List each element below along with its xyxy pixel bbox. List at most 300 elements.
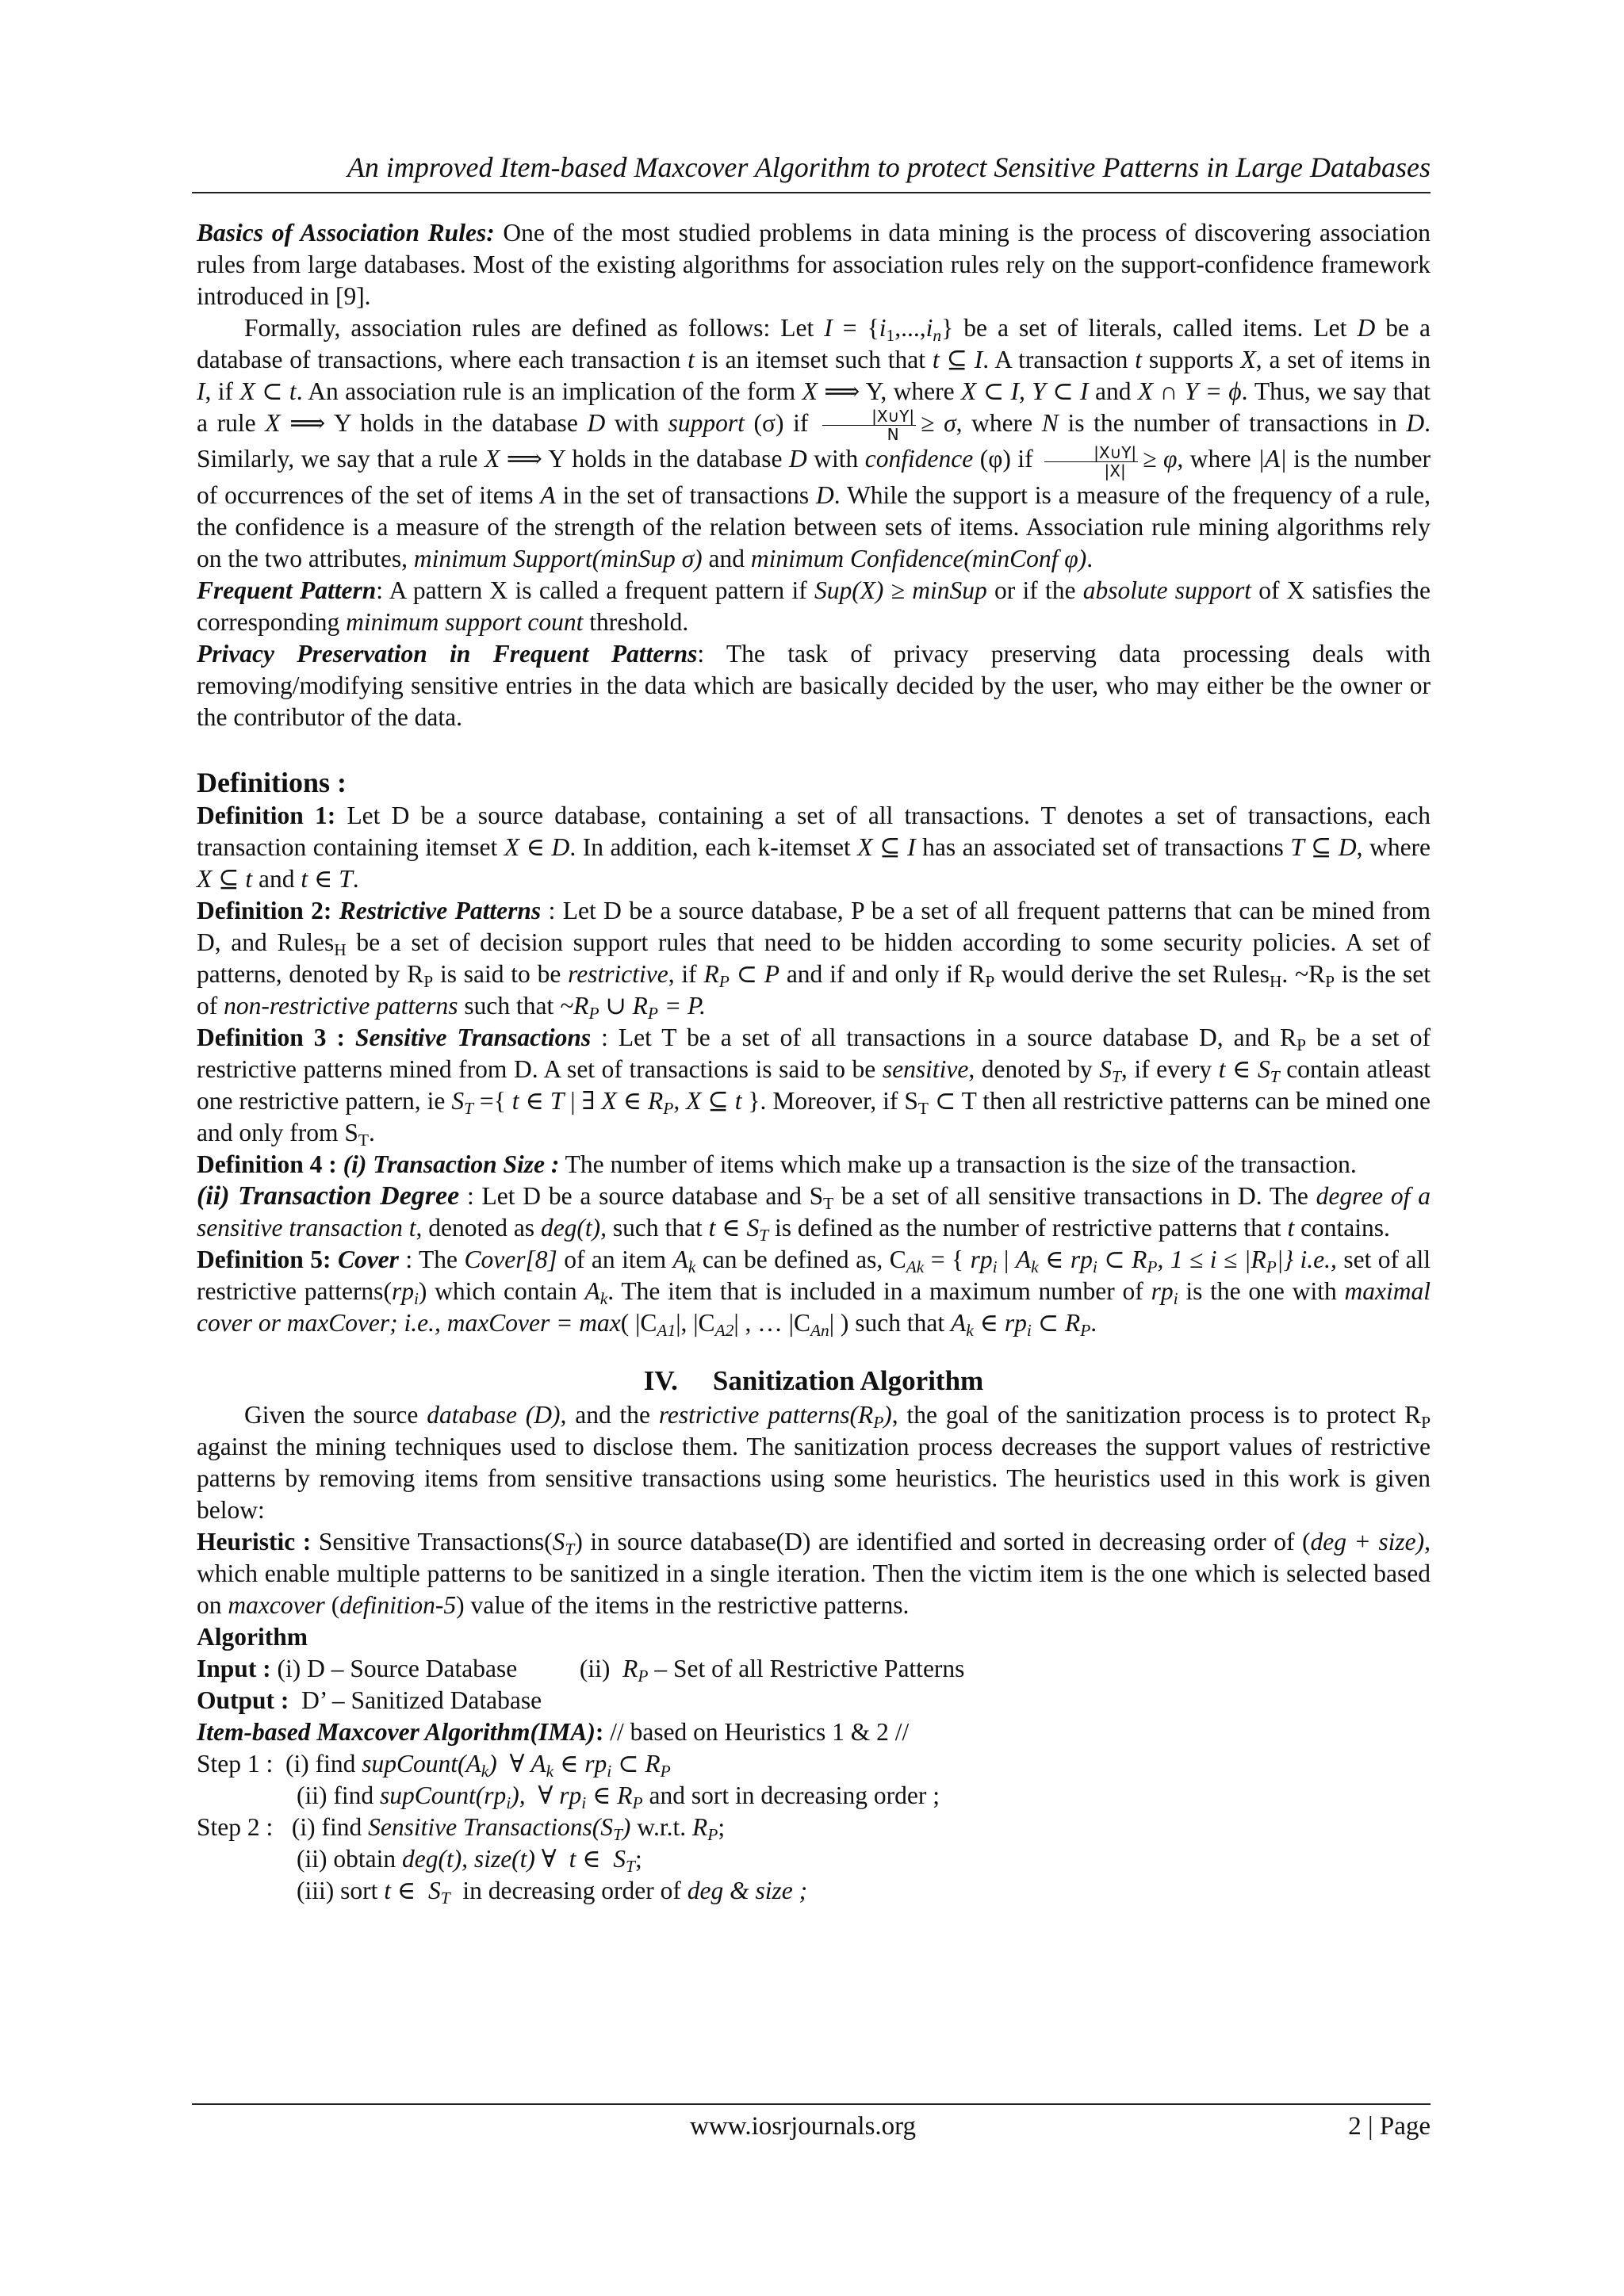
text-run: // based on Heuristics 1 & 2 // bbox=[603, 1717, 910, 1746]
step-2-ii bbox=[197, 1843, 1431, 1875]
text-run: H bbox=[1269, 971, 1282, 991]
text-run: ∪ R bbox=[599, 991, 648, 1020]
text-run: P bbox=[718, 971, 730, 991]
text-run: T bbox=[1270, 1066, 1280, 1086]
text-run: is the set of bbox=[197, 959, 1431, 1020]
text-run: support bbox=[668, 409, 745, 437]
text-run: . Thus, we say that a rule bbox=[197, 377, 1431, 437]
header-rule bbox=[192, 192, 1431, 193]
text-run: X ⊂ I, Y ⊂ I bbox=[961, 377, 1089, 405]
sanitization-intro bbox=[197, 1399, 1431, 1526]
text-run: i.e., bbox=[1300, 1245, 1337, 1273]
text-run: ∀ bbox=[496, 1749, 531, 1777]
running-header: An improved Item-based Maxcover Algorithm to protect Sensitive Patterns in Large Databases bbox=[347, 151, 1431, 183]
section-number: IV. bbox=[643, 1364, 678, 1396]
text-run: P bbox=[588, 1003, 599, 1023]
privacy-paragraph bbox=[197, 638, 1431, 733]
text-run: and the bbox=[566, 1400, 659, 1429]
text-run: supCount(A bbox=[362, 1749, 481, 1777]
text-run: of an item bbox=[557, 1245, 673, 1273]
text-run: (i) find bbox=[285, 1749, 362, 1777]
text-run: t ∈ T bbox=[301, 864, 353, 893]
definitions-heading: Definitions : bbox=[197, 766, 347, 798]
text-run: | bbox=[997, 1245, 1016, 1273]
text-run: | , … |C bbox=[733, 1308, 810, 1337]
text-run: T bbox=[626, 1856, 635, 1876]
text-run: A bbox=[540, 480, 556, 509]
text-run: , the goal of the sanitization process is to protect R bbox=[891, 1400, 1422, 1429]
text-run: ( bbox=[324, 1590, 340, 1619]
text-run: ), bbox=[511, 1781, 526, 1809]
algorithm-input bbox=[197, 1653, 1431, 1685]
text-run: rp bbox=[1151, 1276, 1174, 1305]
definition-5 bbox=[197, 1244, 1431, 1339]
text-run: ∀ bbox=[534, 1844, 569, 1873]
text-run: against the mining techniques used to disclose them. The sanitization process decreases the support values of restrictive patterns by removing items from sensitive transactions using some heuristics. The heuristics used in this work is given below: bbox=[197, 1432, 1431, 1524]
text-run: t ∈ T bbox=[511, 1086, 565, 1115]
text-run: such that bbox=[458, 991, 561, 1020]
text-run: is an itemset such that bbox=[694, 346, 933, 373]
text-run: i bbox=[581, 1793, 587, 1812]
text-run: R bbox=[645, 1749, 661, 1777]
text-run: S bbox=[427, 1876, 441, 1904]
text-run: degree of a sensitive transaction t bbox=[197, 1181, 1431, 1242]
text-run: be a database of transactions, where each transaction bbox=[197, 314, 1431, 373]
text-run: A2 bbox=[714, 1320, 734, 1340]
text-run: rp bbox=[584, 1749, 607, 1777]
text-run: X ⊆ t bbox=[197, 864, 253, 893]
text-run: A bbox=[584, 1276, 600, 1305]
text-run: : A pattern X is called a frequent pattern if bbox=[376, 576, 814, 604]
text-run: in decreasing order of bbox=[450, 1876, 688, 1904]
text-run: – Set of all Restrictive Patterns bbox=[648, 1654, 965, 1682]
text-run: t bbox=[569, 1844, 576, 1873]
text-run: P bbox=[663, 1098, 674, 1118]
text-run: rp bbox=[970, 1245, 993, 1273]
text-run: sensitive bbox=[882, 1054, 969, 1083]
text-run: ⊂ bbox=[611, 1749, 645, 1777]
text-run: is the number of occurrences of the set of items bbox=[197, 445, 1431, 509]
text-run: Privacy Preservation in Frequent Patterns bbox=[197, 639, 698, 668]
text-run: be a set of all sensitive transactions in D. The bbox=[833, 1181, 1316, 1210]
text-run: Y holds in the database bbox=[325, 409, 588, 437]
text-run: |A| bbox=[1258, 445, 1287, 473]
text-run: ∈ bbox=[586, 1781, 618, 1809]
footer-journal-url: www.iosrjournals.org bbox=[690, 2112, 917, 2141]
text-run: X ⟹ bbox=[802, 377, 860, 405]
footer-page-number: 2 | Page bbox=[1348, 2112, 1431, 2141]
text-run: . bbox=[1090, 1308, 1097, 1337]
text-run: = { bbox=[924, 1245, 971, 1273]
step-1-ii bbox=[197, 1780, 1431, 1812]
text-run: Sensitive Transactions bbox=[355, 1023, 592, 1051]
text-run: |X∪Y| bbox=[1044, 444, 1138, 462]
text-run: supCount(rp bbox=[379, 1781, 507, 1809]
text-run: Step 1 : bbox=[197, 1749, 286, 1777]
text-run: P bbox=[1147, 1257, 1158, 1276]
text-run: Cover bbox=[337, 1245, 399, 1273]
text-run: X ∩ Y = ϕ bbox=[1137, 377, 1242, 405]
definition-2 bbox=[197, 895, 1431, 1022]
text-run: . An association rule is an implication of the form bbox=[296, 377, 802, 405]
text-run: , if bbox=[205, 377, 240, 405]
text-run: P bbox=[985, 971, 995, 991]
text-run: S bbox=[552, 1527, 565, 1556]
text-run: i bbox=[992, 1257, 998, 1276]
support-fraction bbox=[822, 408, 916, 443]
text-run: , where bbox=[956, 409, 1042, 437]
text-run: deg & size ; bbox=[687, 1876, 808, 1904]
text-run: S bbox=[1099, 1054, 1112, 1083]
step-2-iii bbox=[197, 1875, 1431, 1907]
text-run: ≥ σ bbox=[921, 409, 956, 437]
text-run: i bbox=[1026, 1320, 1032, 1340]
text-run: ≥ φ bbox=[1143, 445, 1178, 473]
text-run: Input : bbox=[197, 1654, 271, 1682]
text-run: and bbox=[1088, 377, 1138, 405]
text-run: R bbox=[622, 1654, 638, 1682]
text-run: , denoted by bbox=[968, 1054, 1100, 1083]
text-run: ) bbox=[488, 1749, 497, 1777]
text-run: T bbox=[917, 1098, 929, 1118]
text-run: , if bbox=[668, 959, 704, 988]
text-run: ∈ bbox=[391, 1876, 428, 1904]
text-run: absolute support bbox=[1082, 576, 1252, 604]
text-run: with bbox=[605, 409, 668, 437]
algorithm-output bbox=[197, 1685, 1431, 1716]
text-run: P bbox=[632, 1793, 643, 1812]
text-run: with bbox=[806, 445, 865, 473]
text-run: R bbox=[692, 1812, 708, 1841]
text-run: , where bbox=[1177, 445, 1258, 473]
basics-label: Basics of Association Rules: bbox=[197, 219, 495, 247]
text-run: D bbox=[789, 445, 807, 473]
text-run: X ∈ R bbox=[601, 1086, 664, 1115]
text-run: ⊂ T then all restrictive patterns can be mined one and only from S bbox=[197, 1086, 1431, 1146]
text-run: k bbox=[546, 1761, 554, 1781]
text-run: P bbox=[423, 971, 434, 991]
text-run: ∈ bbox=[576, 1844, 614, 1873]
basics-paragraph bbox=[197, 217, 1431, 312]
text-run: Cover[8] bbox=[464, 1245, 557, 1273]
text-run: and sort in decreasing order ; bbox=[642, 1781, 940, 1809]
text-run: can be defined as, C bbox=[695, 1245, 906, 1273]
text-run: of X satisfies the corresponding bbox=[197, 576, 1431, 636]
text-run: Sensitive Transactions( bbox=[311, 1527, 553, 1556]
text-run: P bbox=[1421, 1412, 1431, 1432]
text-run: , where bbox=[1356, 832, 1431, 861]
text-run: Given the source bbox=[244, 1400, 427, 1429]
text-run: ) value of the items in the restrictive patterns. bbox=[456, 1590, 910, 1619]
text-run: is said to be bbox=[433, 959, 569, 988]
text-run: (i) D – Source Database (ii) bbox=[270, 1654, 623, 1682]
text-run: rp bbox=[559, 1781, 582, 1809]
text-run: Y, where bbox=[860, 377, 962, 405]
text-run: t bbox=[688, 346, 695, 373]
text-run: X ⊆ I bbox=[857, 832, 916, 861]
text-run: would derive the set Rules bbox=[994, 959, 1270, 988]
text-run: such that bbox=[607, 1213, 709, 1242]
text-run: . In addition, each k-itemset bbox=[569, 832, 858, 861]
text-run: (i) find bbox=[285, 1812, 369, 1841]
text-run: Definition 5: bbox=[197, 1245, 338, 1273]
text-run: minimum support count bbox=[346, 607, 584, 636]
text-run: . ~R bbox=[1281, 959, 1326, 988]
text-run: maxcover bbox=[228, 1590, 325, 1619]
text-run: D bbox=[816, 480, 834, 509]
text-run: be a set of restrictive patterns mined from D. A set of transactions is said to be bbox=[197, 1023, 1431, 1083]
text-run: ⊂ P bbox=[729, 959, 780, 988]
text-run: R bbox=[703, 959, 719, 988]
text-run: T bbox=[464, 1098, 473, 1118]
text-run: definition-5 bbox=[339, 1590, 457, 1619]
text-run: X bbox=[1240, 346, 1256, 373]
text-run: . bbox=[368, 1118, 375, 1146]
text-run: }. Moreover, if S bbox=[741, 1086, 918, 1115]
text-run: restrictive patterns(R bbox=[658, 1400, 874, 1429]
text-run: T bbox=[613, 1824, 622, 1844]
text-run: D’ – Sanitized Database bbox=[289, 1686, 542, 1714]
text-run: and bbox=[702, 544, 751, 572]
text-run: |X∪Y| bbox=[822, 408, 916, 426]
text-run: database (D), bbox=[427, 1400, 567, 1429]
text-run: ∈ bbox=[553, 1749, 585, 1777]
text-run: ) bbox=[622, 1812, 631, 1841]
text-run: Formally, association rules are defined as follows: Let bbox=[244, 314, 825, 342]
text-run: Frequent Pattern bbox=[197, 576, 377, 604]
text-run: R bbox=[617, 1781, 633, 1809]
text-run: P bbox=[1297, 1035, 1307, 1054]
page-body bbox=[197, 217, 1431, 1907]
text-run: (ii) obtain bbox=[297, 1844, 402, 1873]
text-run: | ∃ bbox=[564, 1086, 602, 1115]
text-run: (ii) find bbox=[297, 1781, 380, 1809]
text-run: minimum Support(minSup σ) bbox=[413, 544, 703, 572]
text-run: (i) Transaction Size : bbox=[343, 1150, 560, 1178]
footer-rule bbox=[192, 2103, 1431, 2105]
text-run: P bbox=[647, 1003, 658, 1023]
text-run: Let D be a source database, containing a set of all transactions. T denotes a set of transactions, each transaction containing itemset bbox=[197, 801, 1431, 861]
text-run: A bbox=[530, 1749, 546, 1777]
text-run: ( |C bbox=[620, 1308, 657, 1337]
text-run: H bbox=[334, 939, 347, 959]
text-run: or if the bbox=[986, 576, 1083, 604]
text-run: X ⟹ bbox=[485, 445, 542, 473]
text-run: : bbox=[595, 1717, 604, 1746]
heuristic-paragraph bbox=[197, 1526, 1431, 1621]
text-run: A1 bbox=[657, 1320, 676, 1340]
text-run: T bbox=[1111, 1066, 1121, 1086]
text-run: , 1 ≤ i ≤ |R bbox=[1157, 1245, 1266, 1273]
text-run: |X| bbox=[1104, 461, 1126, 480]
text-run: X ⟹ bbox=[265, 409, 326, 437]
text-run: , denoted as bbox=[416, 1213, 541, 1242]
text-run: |} bbox=[1276, 1245, 1300, 1273]
text-run: threshold. bbox=[583, 607, 689, 636]
text-run: t bbox=[1287, 1213, 1295, 1242]
text-run: 1 bbox=[886, 325, 895, 345]
text-run: set of all restrictive patterns( bbox=[197, 1245, 1431, 1305]
text-run: T bbox=[823, 1193, 834, 1213]
step-2-i bbox=[197, 1812, 1431, 1843]
text-run: i bbox=[607, 1761, 612, 1781]
text-run: in the set of transactions bbox=[555, 480, 817, 509]
text-run: confidence bbox=[864, 445, 974, 473]
text-run: P bbox=[707, 1824, 718, 1844]
text-run: is defined as the number of restrictive patterns that bbox=[768, 1213, 1288, 1242]
text-run: T bbox=[440, 1888, 450, 1908]
text-run: w.r.t. bbox=[630, 1812, 692, 1841]
text-run: N bbox=[1041, 409, 1059, 437]
text-run: Definition 3 : bbox=[197, 1023, 355, 1051]
frequent-pattern-paragraph bbox=[197, 575, 1431, 638]
text-run: i bbox=[1173, 1288, 1178, 1308]
confidence-fraction bbox=[1044, 444, 1138, 480]
text-run: = P. bbox=[657, 991, 707, 1020]
text-run: i bbox=[1092, 1257, 1097, 1276]
definition-4-ii bbox=[197, 1181, 1431, 1244]
text-run: t ∈ S bbox=[708, 1213, 760, 1242]
text-run: k bbox=[966, 1320, 974, 1340]
text-run: One of the most studied problems in data mining is the process of discovering association rules from large databases. Most of the existing algorithms for association rules rely on the support-confidence framework introduced in [9]. bbox=[197, 219, 1431, 310]
text-run: is the one with bbox=[1178, 1276, 1345, 1305]
text-run: (iii) sort bbox=[297, 1876, 385, 1904]
text-run: contains. bbox=[1294, 1213, 1390, 1242]
step-1-i bbox=[197, 1748, 1431, 1780]
text-run: Y holds in the database bbox=[542, 445, 790, 473]
text-run: Definition 2: bbox=[197, 896, 339, 924]
text-run: T bbox=[565, 1539, 575, 1559]
text-run: The number of items which make up a transaction is the size of the transaction. bbox=[559, 1150, 1357, 1178]
text-run: is the number of transactions in bbox=[1058, 409, 1407, 437]
text-run: i bbox=[879, 314, 887, 342]
text-run: Ak bbox=[906, 1257, 925, 1276]
text-run: and bbox=[252, 864, 301, 893]
text-run: ; bbox=[634, 1844, 642, 1873]
text-run: : Let D be a source database and S bbox=[459, 1181, 824, 1210]
text-run: Sensitive Transactions(S bbox=[368, 1812, 613, 1841]
text-run: supports bbox=[1141, 346, 1241, 373]
text-run: Heuristic : bbox=[197, 1527, 312, 1556]
text-run: Output : bbox=[197, 1686, 289, 1714]
text-run: ={ bbox=[473, 1086, 512, 1115]
definition-4 bbox=[197, 1149, 1431, 1181]
text-run: D bbox=[1406, 409, 1425, 437]
text-run: ⊂ R bbox=[1031, 1308, 1081, 1337]
text-run: |, |C bbox=[676, 1308, 715, 1337]
algorithm-name bbox=[197, 1716, 1431, 1748]
text-run: Item-based Maxcover Algorithm(IMA) bbox=[197, 1717, 596, 1746]
text-run: X ∈ D bbox=[504, 832, 570, 861]
section-title: Sanitization Algorithm bbox=[712, 1364, 984, 1396]
text-run: I bbox=[824, 314, 833, 342]
text-run: . The item that is included in a maximum number of bbox=[607, 1276, 1151, 1305]
text-run: : The task of privacy preserving data processing deals with removing/modifying sensitive entries in the data which are basically decided by the user, who may either be the owner or the contributor of the data. bbox=[197, 639, 1431, 731]
text-run: . While the support is a measure of the frequency of a rule, the confidence is a measure of the strength of the relation between sets of items. Association rule mining algorithms rely on the two attributes, bbox=[197, 480, 1431, 572]
text-run: k bbox=[599, 1288, 608, 1308]
text-run: (φ) if bbox=[973, 445, 1040, 473]
text-run: ) bbox=[883, 1400, 892, 1429]
text-run: ∈ rp bbox=[1038, 1245, 1093, 1273]
text-run: has an associated set of transactions bbox=[915, 832, 1291, 861]
text-run: A bbox=[672, 1245, 688, 1273]
text-run: N bbox=[887, 425, 899, 445]
text-run: ; bbox=[718, 1812, 726, 1841]
text-run: ~R bbox=[560, 991, 589, 1020]
text-run: T bbox=[358, 1130, 369, 1150]
formal-definition-paragraph bbox=[197, 312, 1431, 575]
text-run: X ⊂ t bbox=[239, 377, 297, 405]
text-run: P bbox=[638, 1666, 649, 1686]
text-run: ∈ rp bbox=[973, 1308, 1027, 1337]
text-run: = { bbox=[832, 314, 879, 342]
text-run: A bbox=[1015, 1245, 1032, 1273]
text-run: P bbox=[1266, 1257, 1277, 1276]
text-run: Sup(X) ≥ minSup bbox=[814, 576, 987, 604]
text-run: i bbox=[925, 314, 933, 342]
text-run: S bbox=[613, 1844, 626, 1873]
text-run: An bbox=[810, 1320, 829, 1340]
text-run: : Let T be a set of all transactions in a source database D, and R bbox=[591, 1023, 1297, 1051]
text-run: , X ⊆ t bbox=[673, 1086, 742, 1115]
text-run: deg(t), bbox=[540, 1213, 607, 1242]
text-run: t bbox=[1135, 346, 1142, 373]
text-run: } be a set of literals, called items. Let bbox=[941, 314, 1358, 342]
text-run: , a set of items in bbox=[1255, 346, 1431, 373]
text-run: P bbox=[873, 1412, 884, 1432]
text-run: P bbox=[660, 1761, 671, 1781]
text-run: Restrictive Patterns bbox=[339, 896, 542, 924]
definition-3 bbox=[197, 1022, 1431, 1149]
text-run: contain atleast one restrictive pattern, ie bbox=[197, 1054, 1431, 1115]
text-run: A bbox=[951, 1308, 967, 1337]
text-run: be a set of decision support rules that need to be hidden according to some security policies. A set of patterns, denoted by R bbox=[197, 928, 1431, 988]
text-run: , if every bbox=[1120, 1054, 1219, 1083]
text-run: D bbox=[1357, 314, 1376, 342]
text-run: (σ) if bbox=[744, 409, 818, 437]
text-run: restrictive bbox=[568, 959, 668, 988]
text-run: T bbox=[759, 1225, 769, 1245]
text-run: k bbox=[1031, 1257, 1039, 1276]
text-run: deg(t), size(t) bbox=[401, 1844, 535, 1873]
text-run: ⊂ R bbox=[1097, 1245, 1147, 1273]
text-run: . A transaction bbox=[982, 346, 1136, 373]
text-run: rp bbox=[391, 1276, 414, 1305]
text-run: P bbox=[1325, 971, 1335, 991]
definition-1 bbox=[197, 800, 1431, 895]
text-run: Definition 1: bbox=[197, 801, 336, 829]
section-heading bbox=[197, 1363, 1431, 1399]
text-run: t ⊆ I bbox=[932, 346, 983, 373]
text-run: deg + size) bbox=[1310, 1527, 1425, 1556]
text-run: (ii) Transaction Degree bbox=[197, 1181, 460, 1211]
text-run: i bbox=[413, 1288, 419, 1308]
text-run: k bbox=[688, 1257, 696, 1276]
text-run: Step 2 : bbox=[197, 1812, 286, 1841]
algorithm-title: Algorithm bbox=[197, 1622, 308, 1651]
text-run: n bbox=[933, 325, 942, 345]
text-run: t ∈ S bbox=[1218, 1054, 1270, 1083]
text-run: Definition 4 : bbox=[197, 1150, 343, 1178]
text-run: P bbox=[1080, 1320, 1091, 1340]
text-run: ∀ bbox=[525, 1781, 560, 1809]
text-run: S bbox=[451, 1086, 465, 1115]
text-run: . bbox=[352, 864, 359, 893]
text-run: i bbox=[506, 1793, 511, 1812]
text-run: ,..., bbox=[894, 314, 926, 342]
text-run: . Similarly, we say that a rule bbox=[197, 409, 1431, 473]
text-run: : The bbox=[398, 1245, 465, 1273]
